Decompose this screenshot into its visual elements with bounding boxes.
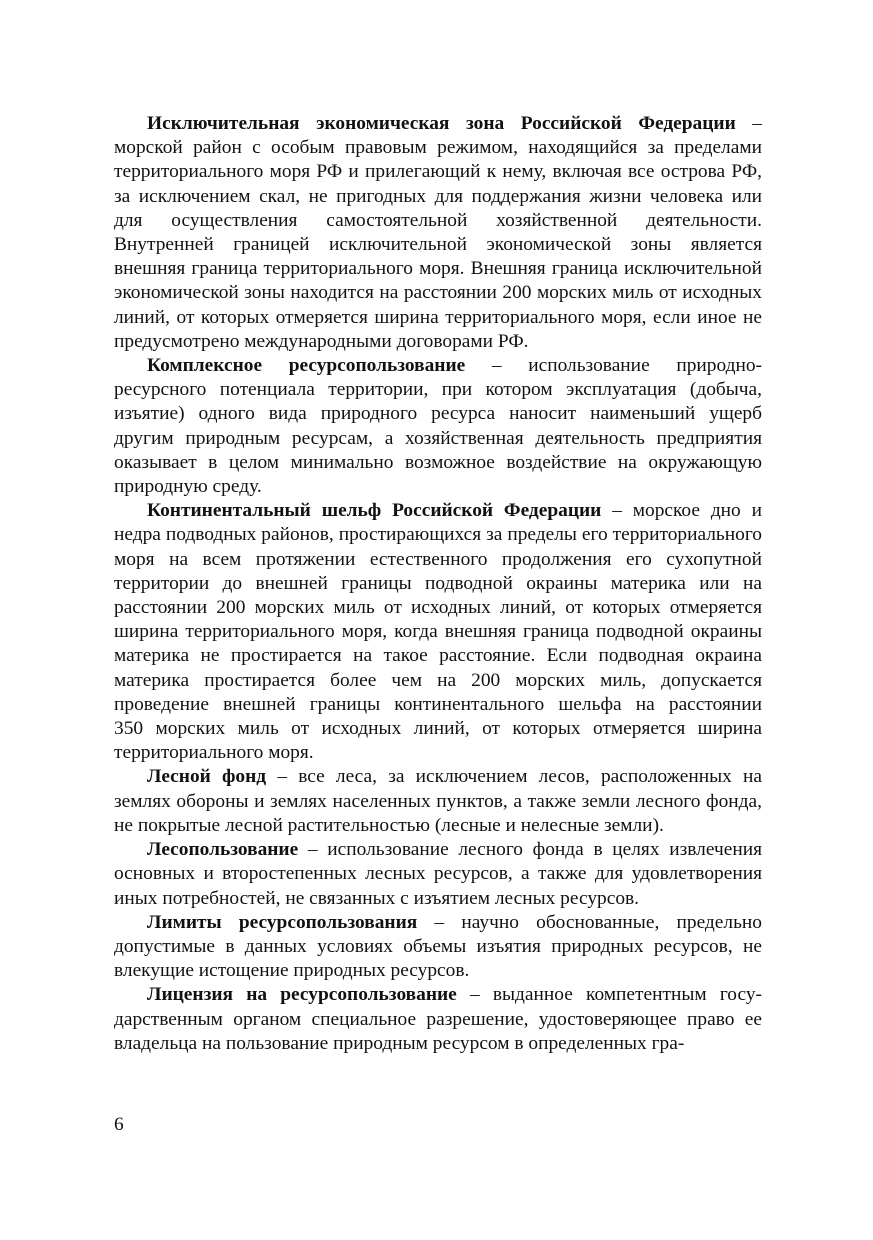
entry-term: Комплексное ресурсопользование (147, 355, 466, 377)
glossary-entry-integrated-resource-use (114, 354, 762, 499)
entry-term: Лесной фонд (147, 766, 267, 788)
entry-term: Лесопользование (147, 839, 299, 861)
glossary-entry-forest-use (114, 838, 762, 911)
entry-definition: – морской район с особым правовым режимом, находящийся за пределами территориального моря РФ и прилегающий к нему, включая все острова РФ, за исключением скал, не пригодных для поддержания жизни человека или для осуществления самостоятельной хозяйственной деятельности. Внутренней границей исключительной экономической зоны является внешняя граница территориального моря. Внешняя граница исключительной экономической зоны находится на расстоянии 200 морских миль от исходных линий, от которых отмеряется ширина территориального моря, если иное не предусмотрено международными договорами РФ. (114, 113, 762, 352)
entry-definition: – выданное компетентным государственным органом специальное разрешение, удостоверяющее право ее владельца на пользование природным ресурсом в определенных гра- (114, 984, 762, 1054)
entry-term: Исключительная экономическая зона Российской Федерации (147, 113, 736, 134)
entry-term: Лимиты ресурсопользования (147, 911, 418, 933)
glossary-entry-exclusive-economic-zone (114, 112, 762, 354)
page-number: 6 (114, 1114, 124, 1135)
entry-term: Лицензия на ресурсопользование (147, 984, 457, 1006)
glossary-entry-forest-fund (114, 765, 762, 838)
entry-definition: – использование природно-ресурсного потенциала территории, при котором эксплуатация (добыча, изъятие) одного вида природного ресурса наносит наименьший ущерб другим природным ресурсам, а хозяйственная деятельность предприятия оказывает в целом минимально возможное воздействие на окружающую природную среду. (114, 355, 763, 498)
entry-term: Континентальный шельф Российской Федерации (147, 500, 602, 522)
entry-definition: – морское дно и недра подводных районов, простирающихся за пределы его территориального моря на всем протяжении естественного продолжения его сухопутной территории до внешней границы подводной окраины материка или на расстоянии 200 морских миль от исходных линий, от которых отмеряется ширина территориального моря, когда внешняя граница подводной окраины материка не простирается на такое расстояние. Если подводная окраина материка простирается более чем на 200 морских миль, допускается проведение внешней границы континентального шельфа на расстоянии 350 морских миль от исходных линий, от которых отмеряется ширина территориального моря. (114, 500, 762, 764)
entry-definition: – использование лесного фонда в целях извлечения основных и второстепенных лесных ресурсов, а также для удовлетворения иных потребностей, не связанных с изъятием лесных ресурсов. (114, 839, 762, 909)
glossary-page (114, 112, 762, 1056)
glossary-entry-continental-shelf (114, 499, 762, 765)
entry-definition: – научно обоснованные, предельно допустимые в данных условиях объемы изъятия природных ресурсов, не влекущие истощение природных ресурсов. (114, 911, 762, 982)
entry-definition: – все леса, за исключением лесов, расположенных на землях обороны и землях населенных пунктов, а также земли лесного фонда, не покрытые лесной растительностью (лесные и нелесные земли). (114, 766, 762, 836)
glossary-entry-resource-use-license (114, 983, 762, 1056)
glossary-entry-resource-use-limits (114, 911, 762, 984)
